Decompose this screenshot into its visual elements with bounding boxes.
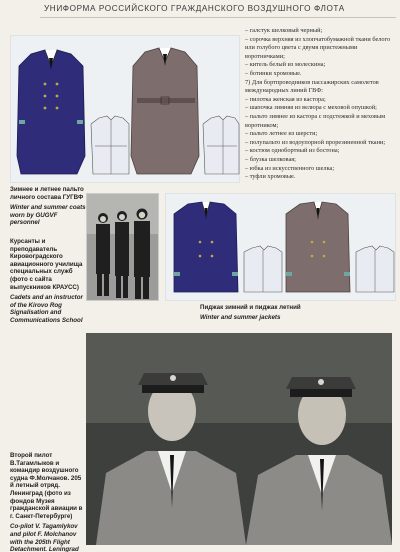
- text-line: – костюм однобортный из бостона;: [245, 147, 340, 155]
- caption-coats: [10, 186, 86, 227]
- caption-pilots-en: Co-pilot V. Tagamlykov and pilot F. Molchanov with the 205th Flight Detachment. Leningrad: [10, 523, 79, 552]
- summer-coat-small-left: [91, 116, 129, 174]
- jackets-illustration-panel: [165, 193, 396, 301]
- cadets-photo-image: [87, 194, 159, 301]
- cadets-photo: [86, 193, 159, 301]
- coats-illustration-panel: [10, 35, 240, 183]
- caption-coats-en: Winter and summer coats worn by GUGVF personnel: [10, 204, 86, 227]
- text-line: – блузка шелковая;: [245, 155, 296, 163]
- caption-cadets-en: Cadets and an instructor of the Kirovo Rog Signalisation and Communications School: [10, 294, 83, 324]
- caption-coats-ru: Зимнее и летнее пальто личного состава ГУГВФ: [10, 186, 84, 201]
- article-text-column: [245, 27, 395, 182]
- pilots-photo-image: [86, 333, 392, 545]
- text-line: – сорочка верхняя из хлопчатобумажной ткани белого или голубого цвета с двумя пристежными воротничками;: [245, 35, 391, 60]
- navy-winter-jacket: [174, 202, 238, 292]
- summer-coat-small-right: [203, 116, 239, 174]
- text-line: – китель белый из молескина;: [245, 61, 326, 69]
- caption-jackets: [200, 304, 390, 321]
- text-line: – полупальто из водоупорной прорезиненной ткани;: [245, 138, 386, 146]
- text-line: – пальто зимнее из кастора с подстежкой и меховым воротником;: [245, 112, 386, 129]
- coats-illustration: [11, 36, 241, 184]
- text-line: – галстук шелковый черный;: [245, 27, 323, 34]
- caption-pilots: [10, 452, 84, 552]
- text-line: – туфли хромовые.: [245, 173, 296, 181]
- text-line: – ботинки хромовые.: [245, 69, 302, 77]
- pilots-photo: [86, 333, 392, 545]
- grey-winter-jacket: [286, 202, 350, 292]
- header-divider: [40, 17, 396, 18]
- text-line: 7) Для бортпроводников пассажирских самолетов международных линий ГВФ:: [245, 78, 379, 95]
- caption-cadets-ru: Курсанты и преподаватель Кировоградского авиационного училища специальных служб (фото с сайта выпускников КРАУСС): [10, 238, 83, 291]
- grey-winter-coat: [131, 48, 199, 174]
- caption-cadets: [10, 238, 84, 325]
- page-running-title: УНИФОРМА РОССИЙСКОГО ГРАЖДАНСКОГО ВОЗДУШНОГО ФЛОТА: [44, 4, 345, 13]
- text-line: – пальто летнее из шерсти;: [245, 130, 318, 138]
- summer-jacket-small-left: [244, 246, 282, 292]
- summer-jacket-small-right: [356, 246, 394, 292]
- jackets-illustration: [166, 194, 397, 302]
- caption-jackets-ru: Пиджак зимний и пиджак летний: [200, 304, 301, 311]
- page-header: [0, 0, 400, 20]
- text-line: – шапочка зимняя из велюра с меховой опушкой;: [245, 104, 377, 112]
- caption-jackets-en: Winter and summer jackets: [200, 313, 281, 321]
- text-line: – пилотка женская из кастора;: [245, 95, 326, 103]
- caption-pilots-ru: Второй пилот В.Тагамлыков и командир воздушного судна Ф.Молчанов. 205 й летный отряд. Ленинград (фото из фондов Музея гражданской авиации в г. Санкт-Петербурге): [10, 452, 83, 520]
- text-line: – юбка из искусственного шелка;: [245, 164, 335, 172]
- navy-winter-coat: [17, 50, 85, 174]
